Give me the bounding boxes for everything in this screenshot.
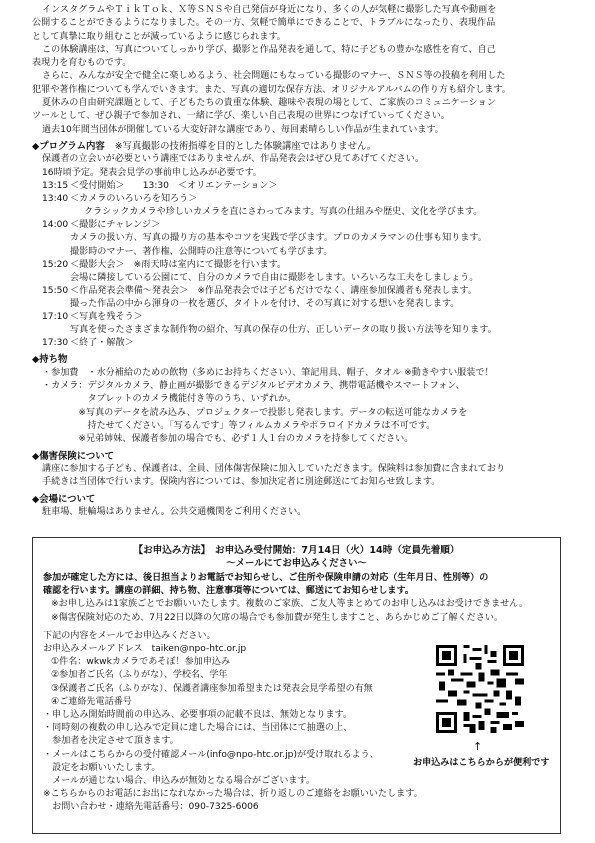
- venue-section: [32, 506, 572, 519]
- application-box: [32, 537, 561, 834]
- schedule-detail: 撮影時のマナー、著作権、公開時の注意等についても学びます。: [70, 246, 333, 257]
- schedule-row: 13:40 ＜カメラのいろいろを知ろう＞: [42, 194, 198, 205]
- application-line: 下記の内容をメールでお申込みください。: [43, 630, 216, 641]
- intro-section: [32, 4, 572, 137]
- items-line: ・カメラ：デジタルカメラ、静止画が撮影できるデジタルビデオカメラ、携帯電話機やスマートフォン、: [42, 381, 465, 392]
- schedule-detail: 撮った作品の中から渾身の一枚を選び、タイトルを付け、その写真に対する想いを発表します。: [70, 298, 460, 309]
- items-line: 持たせてください。「写るんです」等フィルムカメラやポラロイドカメラは不可です。: [42, 420, 436, 431]
- schedule-detail: 会場に隣接している公園にて、自分のカメラで自由に撮影をします。いろいろな工夫をしましょう。: [70, 272, 479, 283]
- application-line: ①件名：wkwkカメラであそぼ！参加申込み: [51, 657, 231, 668]
- schedule-detail: クラシックカメラや珍しいカメラを直にさわってみます。写真の仕組みや歴史、文化を学びます。: [84, 207, 483, 218]
- email-address[interactable]: お申込みメールアドレス taiken@npo-htc.or.jp: [43, 644, 247, 655]
- application-title: 【お申込み方法】 お申込み受付開始：7月14日（火）14時（定員先着順）: [133, 545, 460, 556]
- schedule-detail: カメラの扱い方、写真の撮り方の基本やコツを実践で学びます。プロのカメラマンの仕事も知ります。: [70, 233, 487, 244]
- venue-line: 駐車場、駐輪場はありません。公共交通機関をご利用ください。: [42, 507, 307, 518]
- intro-line: 夏休みの自由研究課題として、子どもたちの貴重な体験、趣味や表現の場として、ご家族のコミュニケーション: [42, 98, 496, 109]
- schedule-row: 14:00 ＜撮影にチャレンジ＞: [42, 220, 161, 231]
- program-section: [32, 153, 572, 350]
- application-line: ④ご連絡先電話番号: [51, 696, 132, 707]
- schedule-row: 17:30 ＜終了・解散＞: [42, 338, 134, 349]
- application-line: メールが通じない場合、申込みが無効となる場合がございます。: [43, 776, 315, 787]
- application-bold-line: 参加が確定した方には、後日担当よりお電話でお知らせし、ご住所や保険申請の対応（生年月日、性別等）の: [43, 573, 489, 583]
- items-line: ※写真のデータを読み込み、プロジェクターで投影し発表します。データの転送可能なカメラを: [42, 407, 468, 418]
- application-line: ②参加者ご氏名（ふりがな）、学校名、学年: [51, 670, 228, 681]
- insurance-heading: ◆傷害保険について: [32, 450, 115, 462]
- qr-code-icon[interactable]: [436, 645, 524, 733]
- insurance-section: [32, 463, 572, 490]
- schedule-row: 15:20 ＜撮影大会＞ ※雨天時は室内にて撮影を行います。: [42, 259, 287, 270]
- intro-line: 犯罪や著作権についても学んでいきます。また、写真の適切な保存方法、オリジナルアルバムの作り方も紹介します。: [32, 84, 511, 95]
- intro-line: 表現力を育むものです。: [32, 58, 132, 69]
- items-section: [32, 367, 572, 447]
- application-note: ※お申し込みは1家族ごとでお願いいたします。複数のご家族、ご友人等まとめてのお申し込みはお受けできません。: [51, 599, 529, 610]
- schedule-row: 13:15 ＜受付開始＞ 13:30 ＜オリエンテーション＞: [42, 181, 278, 192]
- program-heading: ◆プログラム内容 ※写真撮影の技術指導を目的とした体験講座ではありません。: [32, 140, 377, 152]
- flyer-body: [32, 4, 572, 519]
- application-line: 設定をお願いいたします。: [43, 762, 161, 773]
- intro-line: この体験講座は、写真についてしっかり学び、撮影と作品発表を通して、特に子どもの豊かな感性を育て、自己: [42, 44, 496, 55]
- intro-line: さらに、みんなが安全で健全に楽しめるよう、社会問題にもなっている撮影のマナー、ＳＮＳ等の投稿を利用した: [42, 71, 506, 82]
- schedule-row: 15:50 ＜作品発表会準備～発表会＞ ※作品発表会では子どもだけでなく、講座参加保護者も発表します。: [42, 285, 477, 296]
- items-line: タブレットのカメラ機能付き等のうち、いずれか。: [42, 394, 297, 405]
- application-line: ・申し込み開始時間前の申込み、必要事項の記載不良は、無効となります。: [43, 710, 353, 721]
- up-arrow-icon: ↑: [473, 740, 483, 753]
- application-line: 参加者を決定させて頂きます。: [43, 736, 179, 747]
- application-note: ※傷害保険対応のため、7月22日以降の欠席の場合でも参加費が発生しますこと、あらかじめご了解ください。: [51, 612, 504, 623]
- qr-caption: お申込みはこちらからが便利です: [413, 758, 550, 768]
- program-line: 保護者の立会いが必要という講座ではありませんが、作品発表会はぜひ見てあげてください。: [42, 154, 424, 165]
- application-line: ※こちらからのお電話にお出になれなかった場合は、折り返しのご連絡をお願いいたします。: [43, 789, 423, 800]
- intro-line: として真摯に取り組むことが減っているように感じられます。: [32, 31, 286, 42]
- intro-line: インスタグラムやＴｉｋＴｏｋ、Ｘ等ＳＮＳや自己発信が身近になり、多くの人が気軽に撮影した写真や動画を: [42, 5, 497, 15]
- application-line: ・メールはこちらからの受付確認メール(info@npo-htc.or.jp)が受け取れるよう、: [43, 749, 379, 760]
- insurance-line: 手続きは当団体で行います。保険内容については、参加決定者に別途郵送にてお知らせ致します。: [42, 477, 441, 488]
- schedule-detail: 写真を使ったさまざまな制作物の紹介、写真の保存の仕方、正しいデータの取り扱い方法等を知ります。: [70, 325, 497, 336]
- items-heading: ◆持ち物: [32, 354, 68, 366]
- contact-phone: お問い合わせ・連絡先電話番号：090-7325-6006: [43, 802, 259, 813]
- program-line: 16時頃予定。発表会見学の事前申し込みが必要です。: [42, 167, 263, 178]
- application-line: ・同時刻の複数の申し込みで定員に達した場合には、当団体にて抽選の上、: [43, 723, 353, 734]
- application-line: ③保護者ご氏名（ふりがな）、保護者講座参加希望または発表会見学希望の有無: [51, 683, 373, 694]
- application-bold-line: 確認を行います。講座の詳細、持ち物、注意事項等については、郵送にてお知らせします。: [43, 586, 414, 597]
- venue-heading: ◆会場について: [32, 493, 96, 505]
- application-subtitle: ～メールにてお申込みください～: [226, 558, 367, 569]
- insurance-line: 講座に参加する子ども、保護者は、全員、団体傷害保険に加入していただきます。保険料は参加費に含まれており: [42, 464, 506, 475]
- items-line: ※兄弟姉妹、保護者参加の場合でも、必ず１人１台のカメラを持参してください。: [42, 434, 414, 445]
- intro-line: 公開することができるようになりました。その一方、気軽で簡単にできることで、トラブルになったり、表現作品: [32, 18, 496, 29]
- intro-line: ツールとして、ぜひ親子で参加され、一緒に学び、楽しい自己表現の世界につなげていってください。: [32, 111, 450, 122]
- program-note: ※写真撮影の技術指導を目的とした体験講座ではありません。: [114, 140, 377, 152]
- items-line: ・参加費 ・水分補給のための飲物（多めにお持ちください）、筆記用具、帽子、タオル ※動きやすい服装で！: [42, 367, 494, 378]
- schedule-row: 17:10 ＜写真を残そう＞: [42, 312, 143, 322]
- intro-line: 過去10年間当団体が開催している大変好評な講座であり、毎回素晴らしい作品が生まれています。: [42, 124, 444, 135]
